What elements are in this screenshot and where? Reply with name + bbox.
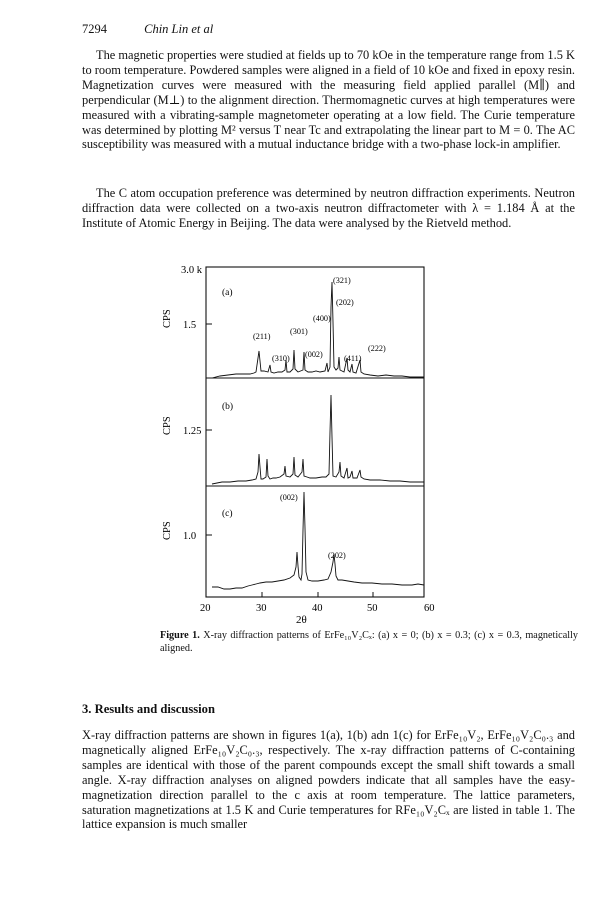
x-tick-label-50: 50 bbox=[367, 603, 378, 614]
running-header bbox=[82, 22, 213, 37]
x-tick-label-30: 30 bbox=[256, 603, 267, 614]
running-authors: Chin Lin et al bbox=[144, 22, 214, 36]
peak-label-c-202: (202) bbox=[328, 551, 346, 560]
page-number: 7294 bbox=[82, 22, 107, 36]
figure-caption bbox=[160, 630, 578, 655]
peak-label-400: (400) bbox=[313, 314, 331, 323]
peak-label-002: (002) bbox=[305, 350, 323, 359]
peak-label-c-002: (002) bbox=[280, 493, 298, 502]
peak-label-211: (211) bbox=[253, 332, 271, 341]
trace-c bbox=[212, 492, 424, 589]
paragraph-text: The magnetic properties were studied at fields up to 70 kOe in the temperature range from 1.5 K to room temperature. Powdered samples were aligned in a field of 10 kOe and fixed in epoxy resin. Magnetization curves were measured with the measuring field applied parallel (M∥) and perpendicular (M⊥) to the alignment direction. Thermomagnetic curves at high temperatures were measured with a vibrating-sample magnetometer operating at a low field. The Curie temperature was determined by plotting M² versus T near Tc and extrapolating the linear part to M = 0. The AC susceptibility was measured with a mutual inductance bridge with a two-phase lock-in amplifier. bbox=[82, 48, 575, 152]
peak-label-222: (222) bbox=[368, 344, 386, 353]
paragraph-text: The C atom occupation preference was determined by neutron diffraction experiments. Neutron diffraction data were collected on a two-axis neutron diffractometer with λ = 1.184 Å at the Institute of Atomic Energy in Beijing. The data were analysed by the Rietveld method. bbox=[82, 186, 575, 230]
panel-label-b: (b) bbox=[222, 402, 234, 412]
y-tick-label-a: 1.5 bbox=[183, 320, 197, 331]
x-tick-label-60: 60 bbox=[424, 603, 435, 614]
paragraph-text: X-ray diffraction patterns are shown in figures 1(a), 1(b) adn 1(c) for ErFe₁₀V₂, ErFe₁₀V₂C₀.₃ and magnetically aligned ErFe₁₀V₂C₀.₃, respectively. The x-ray diffraction patterns of C-containing samples are identical with those of the parent compounds except the small shift towards a small angle. X-ray diffraction analyses on aligned powders indicate that all samples have the easy-magnetization direction parallel to the c axis at room temperature. The lattice parameters, saturation magnetizations at 1.5 K and Curie temperatures for RFe₁₀V₂Cₓ are listed in table 1. The lattice expansion is much smaller bbox=[82, 728, 575, 832]
y-axis-label-a: CPS bbox=[162, 309, 173, 328]
panel-label-a: (a) bbox=[222, 288, 233, 298]
caption-text: X-ray diffraction patterns of ErFe₁₀V₂Cₓ: (a) x = 0; (b) x = 0.3; (c) x = 0.3, magnetically aligned. bbox=[160, 630, 578, 654]
peak-label-411: (411) bbox=[344, 354, 362, 363]
y-axis-ticks bbox=[181, 265, 212, 542]
y-axis-label-b: CPS bbox=[162, 416, 173, 435]
figure-1-xrd-plot bbox=[0, 262, 601, 640]
paragraph-methods-neutron bbox=[82, 186, 575, 231]
paragraph-methods-magnetic bbox=[82, 48, 575, 152]
y-axis-labels bbox=[162, 309, 173, 540]
panel-label-c: (c) bbox=[222, 509, 233, 519]
peak-label-202: (202) bbox=[336, 298, 354, 307]
y-tick-label-c: 1.0 bbox=[183, 531, 197, 542]
paragraph-results bbox=[82, 728, 575, 832]
x-tick-label-20: 20 bbox=[200, 603, 211, 614]
y-axis-label-c: CPS bbox=[162, 521, 173, 540]
x-tick-label-40: 40 bbox=[312, 603, 323, 614]
y-tick-label-b: 1.25 bbox=[183, 426, 202, 437]
peak-label-301: (301) bbox=[290, 327, 308, 336]
peak-label-310: (310) bbox=[272, 354, 290, 363]
caption-prefix: Figure 1. bbox=[160, 630, 200, 641]
y-tick-top-label: 3.0 k bbox=[181, 265, 202, 276]
x-axis-label: 2θ bbox=[296, 614, 307, 626]
trace-b bbox=[212, 395, 424, 484]
section-heading: 3. Results and discussion bbox=[82, 702, 215, 716]
trace-a bbox=[212, 282, 424, 378]
peak-label-321: (321) bbox=[333, 276, 351, 285]
